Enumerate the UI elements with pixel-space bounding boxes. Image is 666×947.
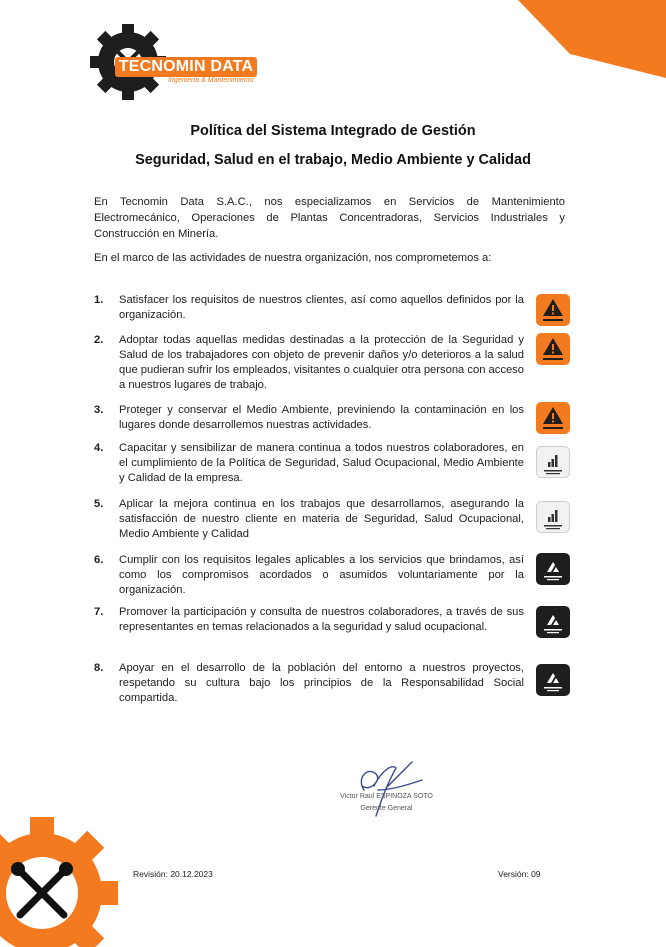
commitment-item <box>94 333 524 393</box>
compliance-icon <box>536 664 570 696</box>
commitment-item <box>94 441 524 486</box>
tools-gear-icon <box>0 815 135 947</box>
item-text: Apoyar en el desarrollo de la población del entorno a nuestros proyectos, respetando su cultura bajo los principios de la Responsabilidad Social compartida. <box>119 662 524 704</box>
commitment-item <box>94 553 524 598</box>
item-number: 3. <box>94 404 104 416</box>
warning-icon <box>536 333 570 365</box>
item-number: 7. <box>94 606 104 618</box>
commitment-item <box>94 403 524 433</box>
revision-date: Revisión: 20.12.2023 <box>133 869 213 879</box>
commitment-item <box>94 497 524 542</box>
bar-chart-icon <box>536 501 570 533</box>
item-text: Satisfacer los requisitos de nuestros clientes, así como aquellos definidos por la organización. <box>119 294 524 321</box>
item-number: 5. <box>94 498 104 510</box>
logo-tagline: Ingeniería & Mantenimiento <box>168 77 254 84</box>
warning-icon <box>536 294 570 326</box>
item-number: 4. <box>94 442 104 454</box>
item-number: 1. <box>94 294 104 306</box>
item-number: 2. <box>94 334 104 346</box>
document-title: Política del Sistema Integrado de Gestión <box>190 123 476 139</box>
commitment-item <box>94 293 524 323</box>
compliance-icon <box>536 606 570 638</box>
signatory-name: Victor Raul ESPINOZA SOTO <box>340 793 433 800</box>
item-text: Proteger y conservar el Medio Ambiente, previniendo la contaminación en los lugares donde desarrollemos nuestras actividades. <box>119 404 524 431</box>
compliance-icon <box>536 553 570 585</box>
commitment-item <box>94 661 524 706</box>
item-text: Capacitar y sensibilizar de manera continua a todos nuestros colaboradores, en el cumplimiento de la Política de Seguridad, Salud Ocupacional, Medio Ambiente y Calidad de la empresa. <box>119 442 524 484</box>
warning-icon <box>536 402 570 434</box>
item-text: Aplicar la mejora continua en los trabajos que desarrollamos, asegurando la satisfacción de nuestro cliente en materia de Seguridad, Salud Ocupacional, Medio Ambiente y Calidad <box>119 498 524 540</box>
logo-text: TECNOMIN DATA <box>118 58 254 75</box>
item-number: 6. <box>94 554 104 566</box>
signatory-role: Gerente General <box>360 805 413 812</box>
bar-chart-icon <box>536 446 570 478</box>
item-text: Cumplir con los requisitos legales aplicables a los servicios que brindamos, así como los compromisos acordados o asumidos voluntariamente por la organización. <box>119 554 524 596</box>
item-number: 8. <box>94 662 104 674</box>
commitment-item <box>94 605 524 635</box>
version-number: Versión: 09 <box>498 869 541 879</box>
item-text: Adoptar todas aquellas medidas destinadas a la protección de la Seguridad y Salud de los trabajadores con objeto de prevenir daños y/o deterioros a la salud que pudieran sufrir los empleados, visitantes o cualquier otra persona con acceso a nuestros lugares de trabajo. <box>119 334 524 391</box>
intro-paragraph: En Tecnomin Data S.A.C., nos especializamos en Servicios de Mantenimiento Electromecánico, Operaciones de Plantas Concentradoras, Servicios Industriales y Construcción en Minería. <box>94 196 565 240</box>
document-subtitle: Seguridad, Salud en el trabajo, Medio Ambiente y Calidad <box>135 152 531 168</box>
item-text: Promover la participación y consulta de nuestros colaboradores, a través de sus representantes en temas relacionados a la seguridad y salud ocupacional. <box>119 606 524 633</box>
commitment-lead-in: En el marco de las actividades de nuestra organización, nos comprometemos a: <box>94 252 492 264</box>
